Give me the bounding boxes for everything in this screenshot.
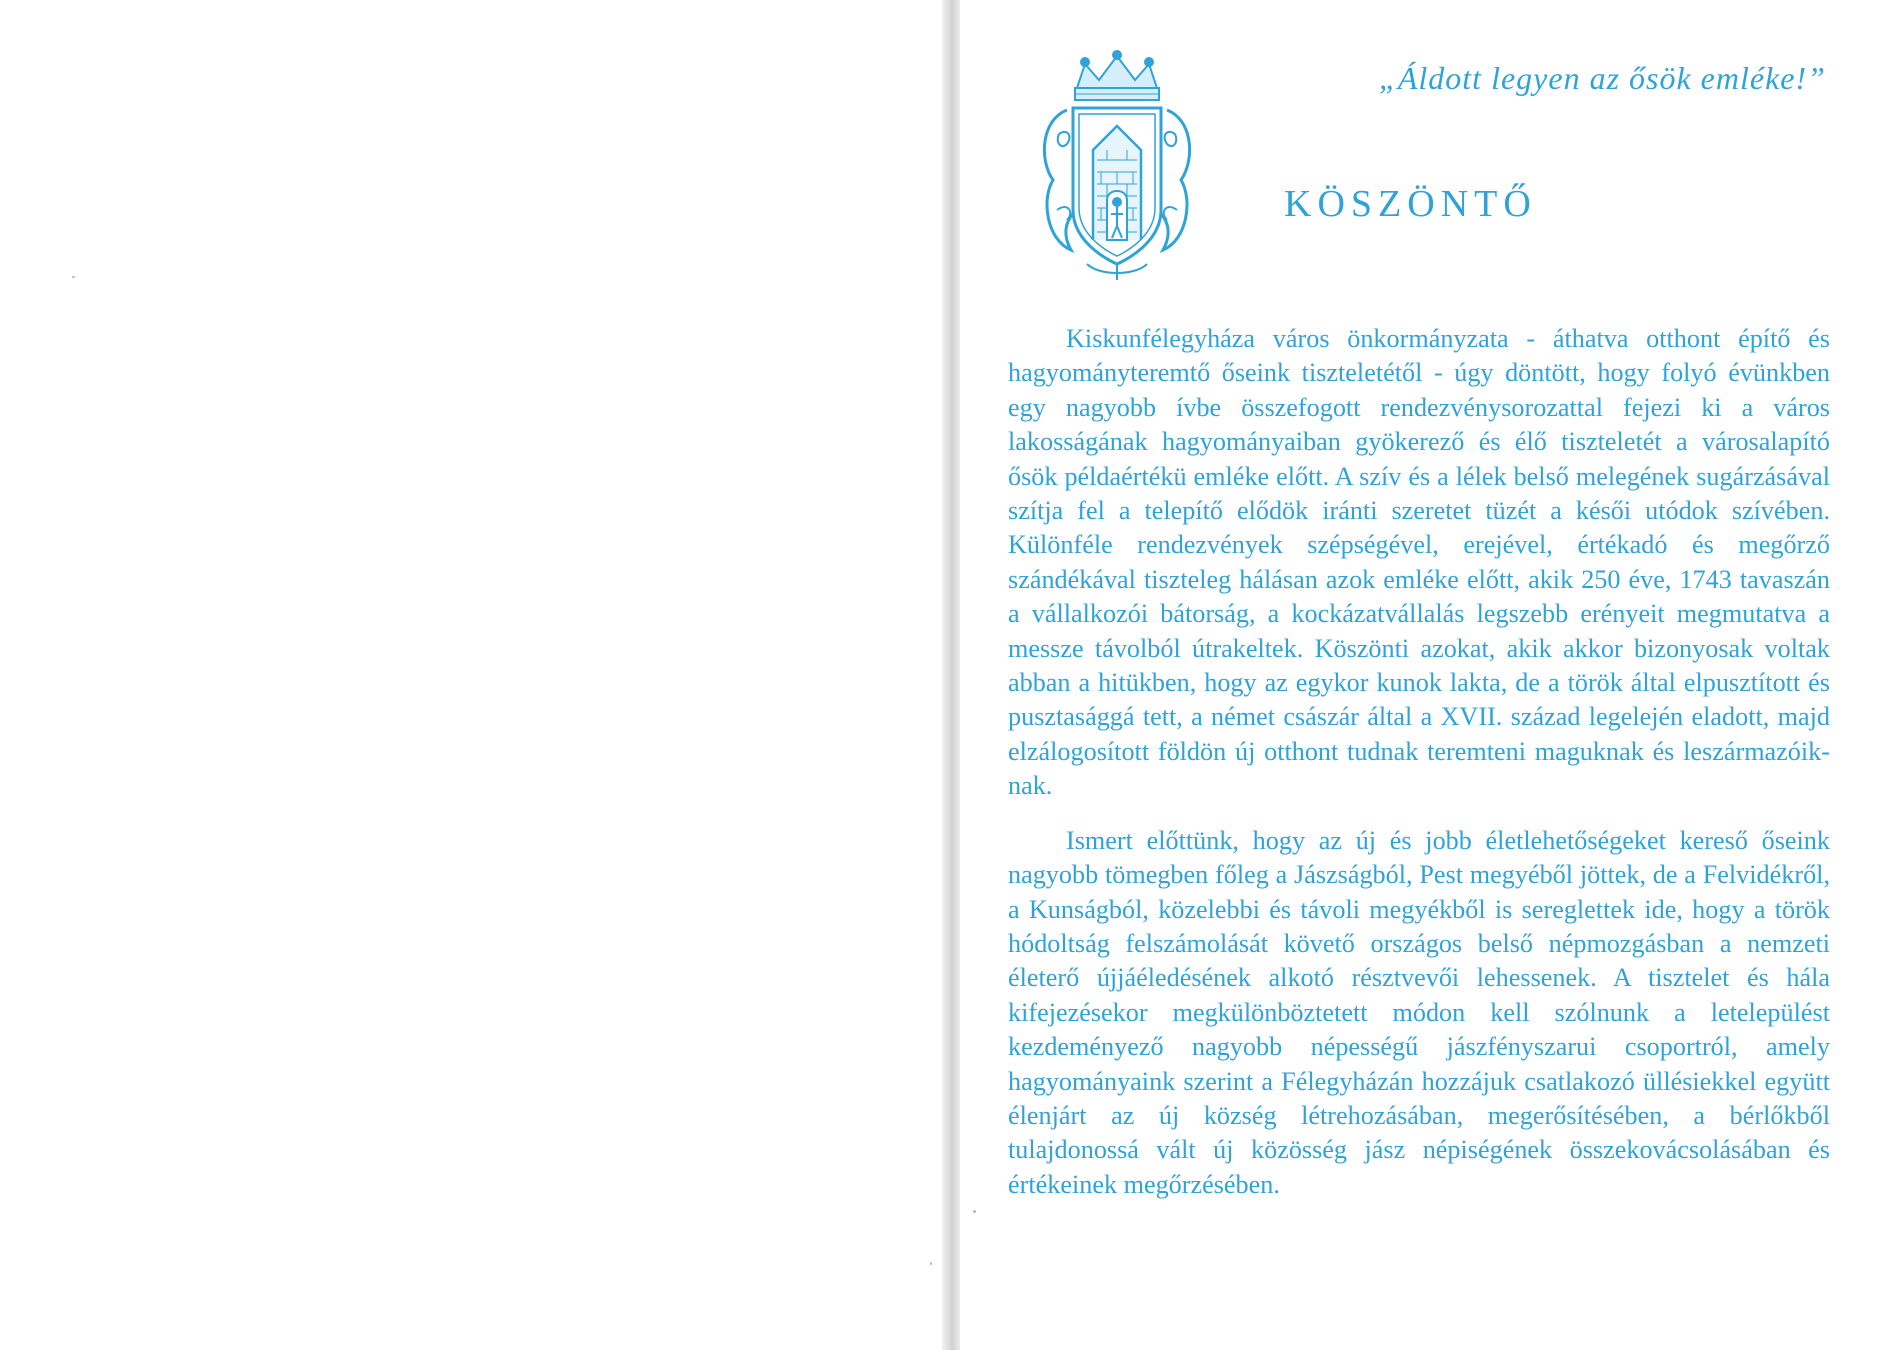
motto-quote [960,60,1900,97]
book-gutter [942,0,960,1350]
paper-speck [973,1210,976,1213]
paragraph-1: Kiskunfélegyháza város önkormányzata - áthatva otthont építő és hagyományteremtő őseink tiszteletétől - úgy döntött, hogy folyó évünkben egy nagyobb ívbe összefogott rendezvénysorozattal fejezi ki a város lakosságának hagyományaiban gyökerező és élő tiszteletét a városalapító ősök példaértékü emléke előtt. A szív és a lélek belső melegének sugárzásával szítja fel a telepítő elődök iránti szeretet tüzét a késői utódok szívében. Különféle rendezvények szépségével, erejével, értékadó és megőrző szándékával tiszteleg hálásan azok emléke előtt, akik 250 éve, 1743 tavaszán a vállalkozói bátorság, a kockázatvállalás legszebb erényeit megmutatva a messze távolból útrakeltek. Köszönti azokat, akik akkor bizonyosak voltak abban a hitükben, hogy az egykor kunok lakta, de a török által elpusztított és pusztasággá tett, a német császár által a XVII. század legelején eladott, majd elzálogosított földön új otthont tudnak teremteni maguknak és leszármazóik-nak. [1008,324,1830,801]
right-page [960,0,1900,1350]
paper-speck [72,276,75,278]
motto-text: „Áldott legyen az ősök emléke!” [1379,60,1826,96]
left-blank-page [0,0,942,1350]
paper-speck [930,1262,932,1265]
page-title: KÖSZÖNTŐ [1284,183,1537,225]
body-text [1008,322,1830,1222]
paragraph-2: Ismert előttünk, hogy az új és jobb életlehetőségeket kereső őseink nagyobb tömegben főleg a Jászságból, Pest megyéből jöttek, de a Felvidékről, a Kunságból, közelebbi és távoli megyékből is sereglettek ide, hogy a török hódoltság felszámolását követő országos belső népmozgásban a nemzeti életerő újjáéledésének alkotó résztvevői lehessenek. A tisztelet és hála kifejezésekor megkülönböztetett módon kell szólnunk a letelepülést kezdeményező nagyobb népességű jászfényszarui csoportról, amely hagyományaink szerint a Félegyházán hozzájuk csatlakozó üllésiekkel együtt élenjárt az új község létrehozásában, megerősítésében, a bérlőkből tulajdonossá vált új közösség jász népiségének összekovácsolásában és értékeinek megőrzésében. [1008,825,1830,1199]
